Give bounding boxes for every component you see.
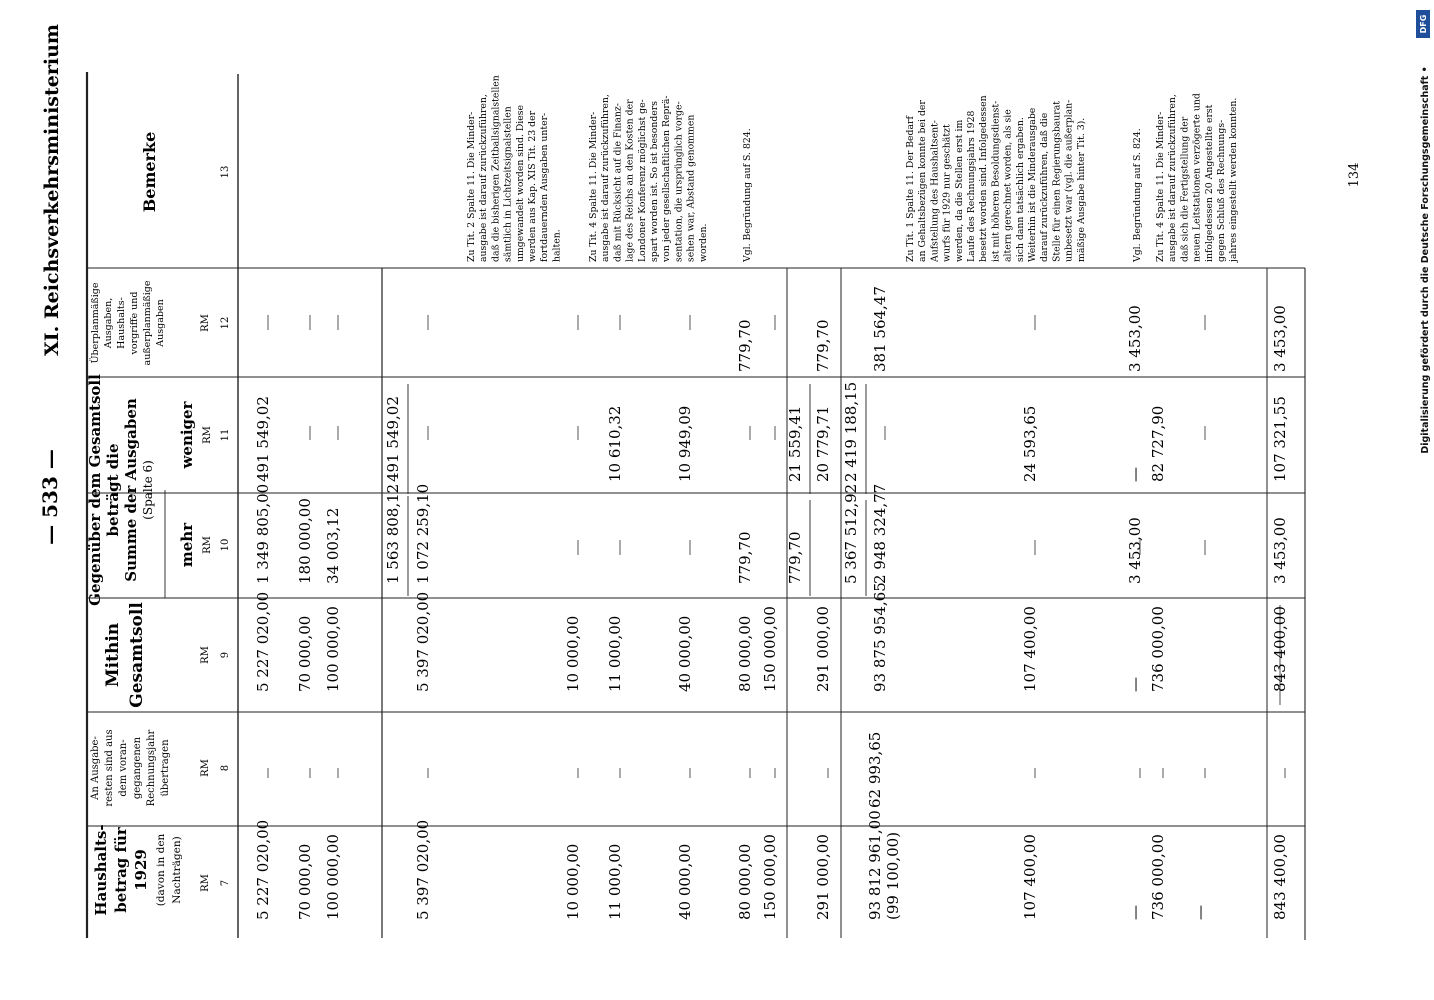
unit-label: RM <box>202 536 213 554</box>
cell-col12: 381 564,47 <box>871 286 889 372</box>
header-col10-11-group-line: Gegenüber dem Gesamtsoll <box>86 374 104 606</box>
header-col8-line: dem voran- <box>118 739 129 797</box>
remark-note-line: sentation, die ursprünglich vorge- <box>673 101 685 262</box>
cell-col11: 107 321,55 <box>1271 396 1289 482</box>
cell-col11: 10 949,09 <box>676 405 694 482</box>
cell-col10: 180 000,00 <box>296 498 314 584</box>
cell-col10: 5 367 512,92 <box>842 483 860 584</box>
header-col12-line: außerplanmäßige <box>142 280 153 366</box>
header-col9-line: Gesamtsoll <box>127 602 147 708</box>
page-number: — 533 — <box>38 449 62 545</box>
header-col8-line: übertragen <box>160 739 171 797</box>
cell-col12: 3 453,00 <box>1271 305 1289 372</box>
cell-col10: 1 563 808,12 <box>384 483 402 584</box>
remark-note-line: Stelle für einen Regierungsbaurat <box>1051 100 1063 262</box>
remark-note-line: spart worden ist. So ist besonders <box>649 100 660 262</box>
header-col8-line: resten sind aus <box>104 729 115 807</box>
remark-note-line: ausgabe ist darauf zurückzuführen, <box>600 94 612 262</box>
unit-label: RM <box>202 426 213 444</box>
cell-col8: 62 993,65 <box>866 731 884 808</box>
header-col12-line: vorgriffe und <box>129 291 140 355</box>
cell-col11: — <box>1126 467 1144 482</box>
cell-col10: 3 453,00 <box>1126 517 1144 584</box>
cell-col7: 10 000,00 <box>564 843 582 920</box>
cell-col7: 5 397 020,00 <box>414 819 432 920</box>
cell-col10: 779,70 <box>736 531 754 584</box>
remark-note-line: ausgabe ist darauf zurückzuführen, <box>478 94 490 262</box>
cell-col9: 70 000,00 <box>296 615 314 692</box>
remark-note-line: Zu Tit. 4 Spalte 11. Die Minder- <box>1155 111 1166 262</box>
header-col11: weniger <box>178 401 196 469</box>
header-col13: Bemerke <box>140 131 159 213</box>
remark-note-line: Aufstellung des Haushaltsent- <box>929 120 941 262</box>
header-col8-line: Rechnungsjahr <box>146 729 157 807</box>
header-col7-line: Haushalts- <box>92 824 110 916</box>
cell-col9: 5 227 020,00 <box>254 591 272 692</box>
unit-label: RM <box>200 646 211 664</box>
remark-note-line: altern gerechnet worden, als sie <box>1002 109 1014 262</box>
cell-col7: 40 000,00 <box>676 843 694 920</box>
remark-note-line: unbesetzt war (vgl. die außerplan- <box>1063 99 1075 262</box>
remark-note-line: neuen Leitstationen verzögerte und <box>1191 93 1203 262</box>
header-col7-line: betrag für <box>112 827 130 913</box>
remark-note-line: sämtlich in Lichtzeitsignalstellen <box>502 106 514 262</box>
remark-note-line: sehen war, Abstand genommen <box>685 114 697 262</box>
cell-col7: 843 400,00 <box>1271 834 1289 920</box>
cell-col11: 82 727,90 <box>1149 405 1167 482</box>
cell-col9: 5 397 020,00 <box>414 591 432 692</box>
cell-col11: 10 610,32 <box>606 405 624 482</box>
column-number: 9 <box>220 651 231 659</box>
remark-note-line: Zu Tit. 1 Spalte 11. Der Bedarf <box>905 116 916 262</box>
column-headers <box>86 132 231 916</box>
cell-col10: 779,70 <box>786 531 804 584</box>
remark-note-line: Londoner Konferenz möglichst ge- <box>636 99 648 262</box>
remark-note-line: jahres eingestellt werden konnten. <box>1228 97 1240 262</box>
remark-note-line: worden. <box>697 223 709 262</box>
cell-col7: 80 000,00 <box>736 843 754 920</box>
header-col10-11-group-line: Summe der Ausgaben <box>122 398 140 582</box>
cell-col9: 80 000,00 <box>736 615 754 692</box>
remark-note-line: umgewandelt worden sind. Diese <box>514 104 526 262</box>
cell-col7: 93 812 961,00 <box>866 810 884 920</box>
cell-col9: — <box>1126 677 1144 692</box>
cell-col10: 3 453,00 <box>1271 517 1289 584</box>
cell-col9: 150 000,00 <box>761 606 779 692</box>
remark-note-line: sich dann tatsächlich ergaben. <box>1014 117 1026 262</box>
remark-note-line: Weiterhin ist die Minderausgabe <box>1027 107 1038 262</box>
header-col10-11-group-line: beträgt die <box>104 443 122 537</box>
remark-note-line: darauf zurückzuführen, daß die <box>1039 112 1051 262</box>
cell-col12: 3 453,00 <box>1126 305 1144 372</box>
remark-note-line: ist mit höheren Besoldungsdienst- <box>990 100 1002 262</box>
header-col10-11-group-line: (Spalte 6) <box>141 460 155 520</box>
unit-label: RM <box>200 759 211 777</box>
cell-col9: 736 000,00 <box>1149 606 1167 692</box>
remark-note-line: werden, da die Stellen erst im <box>953 119 965 262</box>
cell-col11: 24 593,65 <box>1021 405 1039 482</box>
header-col12-line: Ausgaben, <box>103 297 114 349</box>
cell-col7: — <box>1191 905 1209 920</box>
remark-note-line: lage des Reichs an den Kosten der <box>624 99 636 262</box>
header-col12-line: Haushalts- <box>116 297 127 349</box>
header-col7-line: Nachträgen) <box>171 836 183 904</box>
column-number: 11 <box>220 428 231 442</box>
remark-note-line: Zu Tit. 4 Spalte 11. Die Minder- <box>588 111 599 262</box>
remarks-column <box>466 75 1239 263</box>
cell-col10: 1 072 259,10 <box>414 483 432 584</box>
remark-note-line: daß die bisherigen Zeitballsignalstellen <box>490 75 502 262</box>
column-number: 7 <box>220 879 231 887</box>
column-number: 12 <box>220 316 231 330</box>
cell-col7: 5 227 020,00 <box>254 819 272 920</box>
cell-col11: 2 419 188,15 <box>842 381 860 482</box>
remark-note-line: werden aus Kap. XIS Tit. 23 der <box>527 110 538 262</box>
cell-col10: 2 948 324,77 <box>871 483 889 584</box>
table-cells <box>254 286 1289 920</box>
digitization-credit: Digitalisierung gefördert durch die Deutsche Forschungsgemeinschaft • <box>1420 66 1431 454</box>
column-number: 10 <box>220 538 231 552</box>
header-col8-line: An Ausgabe- <box>90 736 101 800</box>
remark-note-line: an Gehaltsbezügen konnte bei der <box>917 100 929 262</box>
dfg-logo: DFG <box>1419 14 1428 34</box>
remark-note-line: halten. <box>551 229 563 262</box>
cell-col9: 291 000,00 <box>814 606 832 692</box>
remark-note-line: wurfs für 1929 nur geschätzt <box>941 124 953 262</box>
cell-col7: 11 000,00 <box>606 843 624 920</box>
folio-number: 134 <box>1347 162 1362 188</box>
cell-col11: 491 549,02 <box>384 396 402 482</box>
cell-col9: 843 400,00 <box>1271 606 1289 692</box>
cell-col7: 150 000,00 <box>761 834 779 920</box>
cell-col12: 779,70 <box>736 319 754 372</box>
cell-col11: 491 549,02 <box>254 396 272 482</box>
unit-label: RM <box>200 874 211 892</box>
remark-note-line: infolgedessen 20 Angestellte erst <box>1203 104 1215 262</box>
cell-col10: 34 003,12 <box>324 507 342 584</box>
remark-note-line: ausgabe ist darauf zurückzuführen, <box>1167 94 1179 262</box>
remark-note-line: von jeder gesellschaftlichen Reprä- <box>661 95 673 262</box>
header-col12-line: Ausgaben <box>155 299 166 347</box>
header-col7-line: 1929 <box>132 849 150 891</box>
cell-col9: 10 000,00 <box>564 615 582 692</box>
cell-col7: 291 000,00 <box>814 834 832 920</box>
cell-col11: 21 559,41 <box>786 405 804 482</box>
unit-label: RM <box>200 314 211 332</box>
cell-col10: 1 349 805,00 <box>254 483 272 584</box>
cell-col9: 93 875 954,65 <box>871 582 889 692</box>
chapter-title: XI. Reichsverkehrsministerium <box>41 23 63 357</box>
cell-col7: (99 100,00) <box>884 831 902 920</box>
cell-col9: 11 000,00 <box>606 615 624 692</box>
remark-note-line: Laufe des Rechnungsjahrs 1928 <box>966 110 977 262</box>
cell-col7: 107 400,00 <box>1021 834 1039 920</box>
remark-note-line: Zu Tit. 2 Spalte 11. Die Minder- <box>466 111 477 262</box>
header-col12-line: Überplanmäßige <box>90 282 101 364</box>
remark-note-line: fortdauernden Ausgaben unter- <box>539 112 551 262</box>
column-number: 8 <box>220 764 231 772</box>
remark-note-line: Vgl. Begründung auf S. 824. <box>742 128 753 262</box>
header-col9-line: Mithin <box>103 622 123 688</box>
remark-note-line: mäßige Ausgabe hinter Tit. 3). <box>1075 117 1087 262</box>
cell-col11: 20 779,71 <box>814 405 832 482</box>
column-number: 13 <box>220 165 231 179</box>
header-col10: mehr <box>178 522 196 568</box>
cell-col7: 736 000,00 <box>1149 834 1167 920</box>
cell-col7: — <box>1126 905 1144 920</box>
remark-note-line: Vgl. Begründung auf S. 824. <box>1132 128 1143 262</box>
header-col7-line: (davon in den <box>155 833 167 907</box>
cell-col12: 779,70 <box>814 319 832 372</box>
remark-note-line: besetzt worden sind. Infolgedessen <box>978 95 990 262</box>
cell-col7: 100 000,00 <box>324 834 342 920</box>
cell-col9: 40 000,00 <box>676 615 694 692</box>
remark-note-line: daß mit Rücksicht auf die Finanz- <box>612 103 624 262</box>
cell-col9: 107 400,00 <box>1021 606 1039 692</box>
cell-col9: 100 000,00 <box>324 606 342 692</box>
remark-note-line: daß sich die Fertigstellung der <box>1179 116 1191 262</box>
cell-col7: 70 000,00 <box>296 843 314 920</box>
header-col8-line: gegangenen <box>132 736 143 800</box>
remark-note-line: gegen Schluß des Rechnungs- <box>1216 119 1227 262</box>
